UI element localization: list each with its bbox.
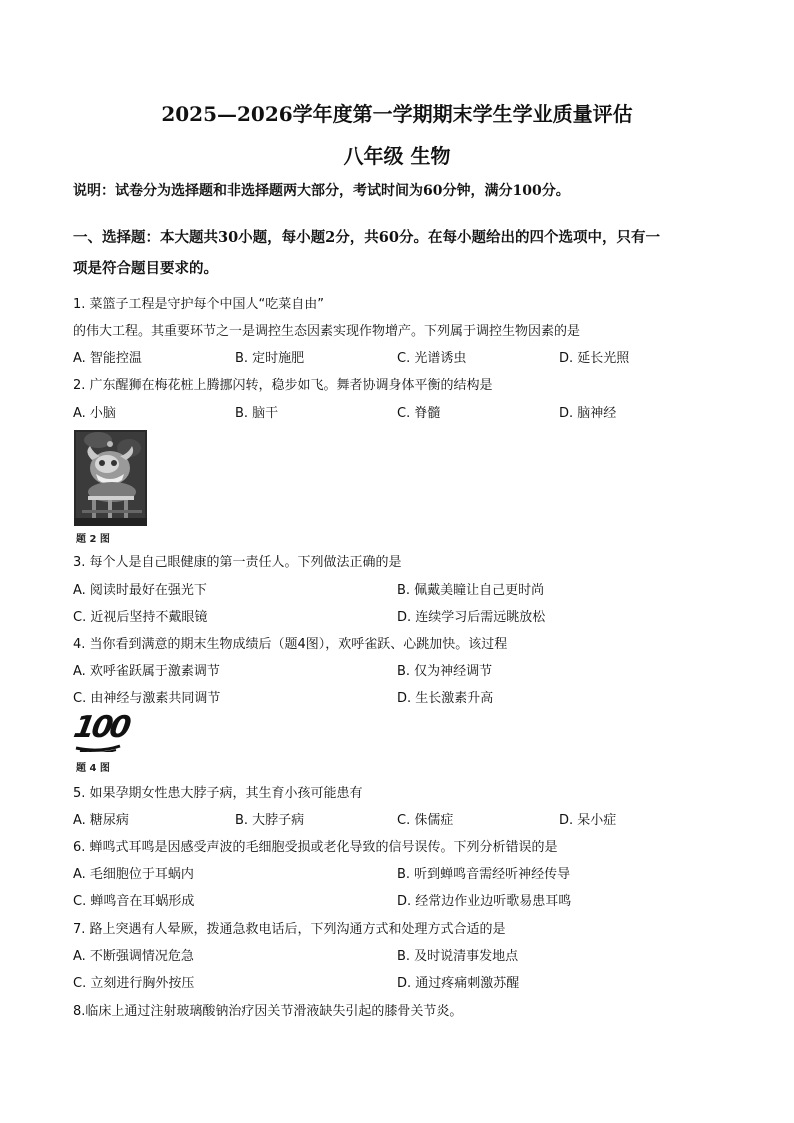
question-4-stem: 4. 当你看到满意的期末生物成绩后（题4图），欢呼雀跃、心跳加快。该过程 [73,637,508,652]
question-6-option-c: C. 蝉鸣音在耳蜗形成 [73,894,195,909]
question-1-option-c: C. 光谱诱虫 [397,351,467,366]
question-3-option-a: A. 阅读时最好在强光下 [73,583,207,598]
exam-title: 2025—2026学年度第一学期期末学生学业质量评估 [161,102,633,126]
lion-dance-photo-icon [74,430,147,530]
question-7-option-b: B. 及时说清事发地点 [397,949,519,964]
question-6-option-b: B. 听到蝉鸣音需经听神经传导 [397,867,571,882]
question-1-stem-line1: 1. 菜篮子工程是守护每个中国人“吃菜自由” [73,297,325,312]
question-3-stem: 3. 每个人是自己眼健康的第一责任人。下列做法正确的是 [73,555,402,570]
question-7-option-d: D. 通过疼痛刺激苏醒 [397,976,520,991]
question-4-option-d: D. 生长激素升高 [397,691,494,706]
question-6-option-d: D. 经常边作业边听歌易患耳鸣 [397,894,572,909]
section-heading-line1: 一、选择题：本大题共30小题，每小题2分，共60分。在每小题给出的四个选项中，只有一 [73,229,660,246]
exam-note: 说明：试卷分为选择题和非选择题两大部分，考试时间为60分钟，满分100分。 [73,183,570,199]
question-2-option-a: A. 小脑 [73,406,116,421]
question-3-option-d: D. 连续学习后需远眺放松 [397,610,546,625]
question-5-option-d: D. 呆小症 [559,813,617,828]
question-6-stem: 6. 蝉鸣式耳鸣是因感受声波的毛细胞受损或老化导致的信号误传。下列分析错误的是 [73,840,558,855]
question-3-option-b: B. 佩戴美瞳让自己更时尚 [397,583,545,598]
question-2-stem: 2. 广东醒狮在梅花桩上腾挪闪转，稳步如飞。舞者协调身体平衡的结构是 [73,378,493,393]
question-8-stem: 8.临床上通过注射玻璃酸钠治疗因关节滑液缺失引起的膝骨关节炎。 [73,1004,463,1019]
question-2-option-c: C. 脊髓 [397,406,441,421]
question-4-option-c: C. 由神经与激素共同调节 [73,691,221,706]
hundred-points-glyph: 100 [71,710,131,745]
exam-subtitle: 八年级 生物 [343,144,451,168]
question-2-option-d: D. 脑神经 [559,406,617,421]
hundred-points-icon [71,710,131,752]
question-1-option-a: A. 智能控温 [73,351,142,366]
section-heading-line2: 项是符合题目要求的。 [73,260,218,277]
question-5-option-b: B. 大脖子病 [235,813,305,828]
question-5-option-c: C. 侏儒症 [397,813,454,828]
figure-2-caption: 题 2 图 [76,534,110,545]
question-6-option-a: A. 毛细胞位于耳蜗内 [73,867,194,882]
question-4-option-b: B. 仅为神经调节 [397,664,493,679]
figure-4-caption: 题 4 图 [76,763,110,774]
question-1-option-d: D. 延长光照 [559,351,630,366]
question-7-option-c: C. 立刻进行胸外按压 [73,976,195,991]
question-2-option-b: B. 脑干 [235,406,279,421]
question-3-option-c: C. 近视后坚持不戴眼镜 [73,610,208,625]
question-1-option-b: B. 定时施肥 [235,351,305,366]
question-7-stem: 7. 路上突遇有人晕厥，拨通急救电话后，下列沟通方式和处理方式合适的是 [73,922,506,937]
question-4-option-a: A. 欢呼雀跃属于激素调节 [73,664,220,679]
question-7-option-a: A. 不断强调情况危急 [73,949,194,964]
question-5-option-a: A. 糖尿病 [73,813,129,828]
question-5-stem: 5. 如果孕期女性患大脖子病，其生育小孩可能患有 [73,786,363,801]
question-1-stem-line2: 的伟大工程。其重要环节之一是调控生态因素实现作物增产。下列属于调控生物因素的是 [73,324,581,339]
